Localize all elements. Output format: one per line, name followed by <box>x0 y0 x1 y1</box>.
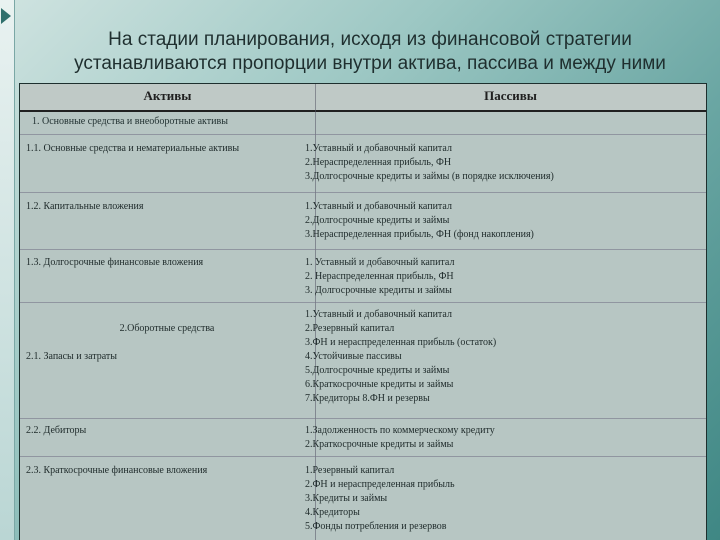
asset-cell-1-3: 1.3. Долгосрочные финансовые вложения <box>26 257 204 268</box>
row-divider <box>20 192 706 193</box>
section-title-1: 1. Основные средства и внеоборотные активы <box>32 116 228 127</box>
asset-cell-2-2: 2.2. Дебиторы <box>26 425 87 436</box>
section-title-2: 2.Оборотные средства <box>119 323 215 334</box>
row-divider <box>20 418 706 419</box>
asset-cell-2-3: 2.3. Краткосрочные финансовые вложения <box>26 465 208 476</box>
row-divider <box>20 249 706 250</box>
liability-cell-1-2: 1.Уставный и добавочный капитал 2.Долгосрочные кредиты и займы 3.Нераспределенная прибыль, ФН (фонд накопления) <box>305 201 534 240</box>
table-header <box>20 84 706 112</box>
liability-cell-2-2: 1.Задолженность по коммерческому кредиту 2.Краткосрочные кредиты и займы <box>305 425 495 450</box>
slide-title: На стадии планирования, исходя из финансовой стратегии устанавливаются пропорции внутри актива, пассива и между ними <box>74 29 666 74</box>
liability-cell-1-3: 1. Уставный и добавочный капитал 2. Нераспределенная прибыль, ФН 3. Долгосрочные кредиты и займы <box>305 257 455 296</box>
row-divider <box>20 302 706 303</box>
header-liabilities: Пассивы <box>484 88 537 103</box>
asset-cell-1-1: 1.1. Основные средства и нематериальные активы <box>26 143 240 154</box>
asset-cell-2-1 <box>26 308 308 378</box>
slide-left-strip <box>0 0 15 540</box>
header-assets: Активы <box>143 88 192 103</box>
row-divider <box>20 456 706 457</box>
chevron-right-icon <box>1 8 11 24</box>
row-divider <box>20 134 706 135</box>
assets-liabilities-table <box>20 84 706 540</box>
liability-cell-2-3: 1.Резервный капитал 2.ФН и нераспределенная прибыль 3.Кредиты и займы 4.Кредиторы 5.Фонды потребления и резервов <box>305 465 455 532</box>
liability-cell-1-1: 1.Уставный и добавочный капитал 2.Нераспределенная прибыль, ФН 3.Долгосрочные кредиты и займы (в порядке исключения) <box>305 143 554 182</box>
asset-subitem-2-1: 2.1. Запасы и затраты <box>26 351 118 362</box>
liability-cell-2-1: 1.Уставный и добавочный капитал 2.Резервный капитал 3.ФН и нераспределенная прибыль (остаток) 4.Устойчивые пассивы 5.Долгосрочные кредиты и займы 6.Краткосрочные кредиты и займы 7.Кредиторы 8.ФН и резервы <box>305 309 497 404</box>
asset-cell-1-2: 1.2. Капитальные вложения <box>26 201 144 212</box>
